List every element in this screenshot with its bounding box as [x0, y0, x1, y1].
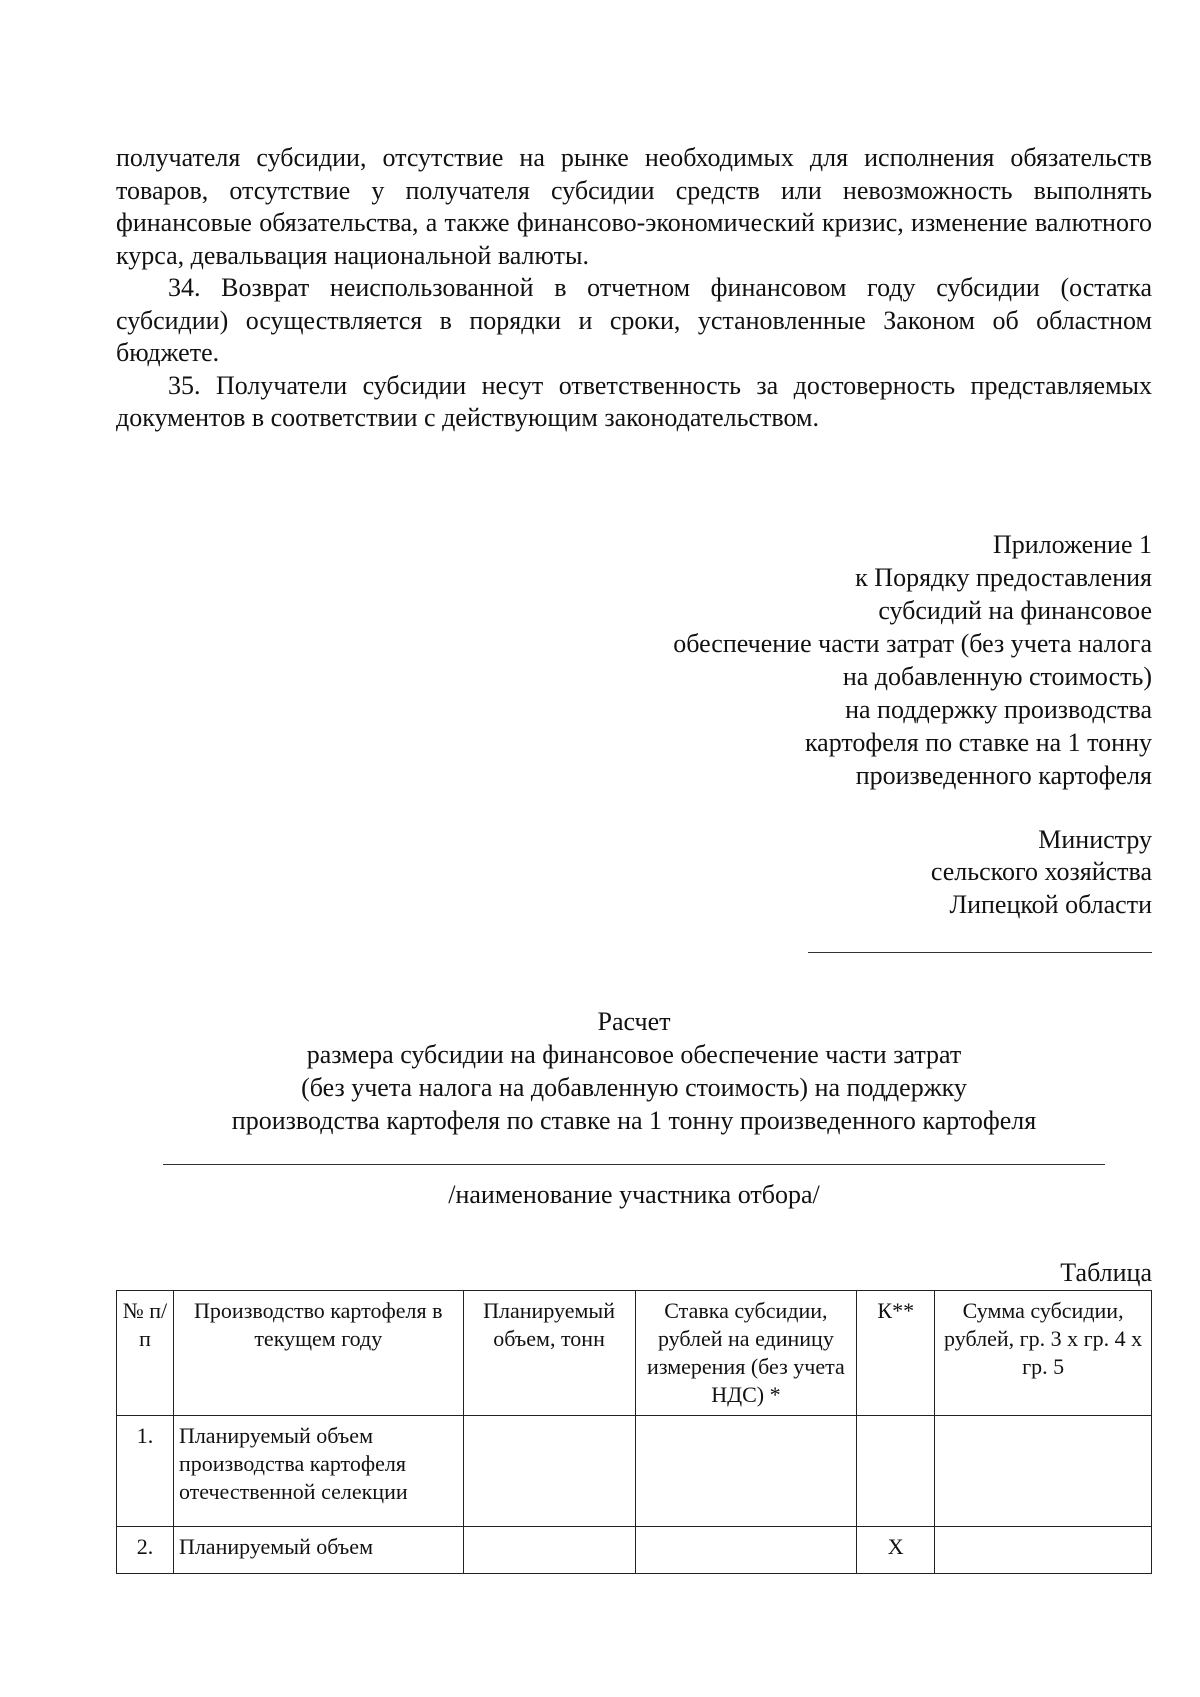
paragraph-34: 34. Возврат неиспользованной в отчетном финансовом году субсидии (остатка субсидии) осуществляется в порядки и сроки, установленные Законом об областном бюджете. — [116, 273, 1152, 367]
header-k: К** — [857, 1290, 935, 1415]
addressee-line: сельского хозяйства — [930, 857, 1152, 886]
header-sum: Сумма субсидии, рублей, гр. 3 х гр. 4 х гр. 5 — [935, 1290, 1152, 1415]
title-line: (без учета налога на добавленную стоимость) на поддержку — [301, 1073, 967, 1102]
paragraph-continuation: получателя субсидии, отсутствие на рынке необходимых для исполнения обязательств товаров, отсутствие у получателя субсидии средств или невозможность выполнять финансовые обязательства, а также финансово-экономический кризис, изменение валютного курса, девальвация национальной валюты. — [116, 143, 1152, 270]
row-k-cell: Х — [857, 1526, 935, 1573]
row-number: 2. — [117, 1526, 174, 1573]
title-line: размера субсидии на финансовое обеспечение части затрат — [306, 1040, 962, 1069]
table-header-row — [117, 1290, 1152, 1415]
appendix-line: субсидий на финансовое — [878, 595, 1152, 625]
calculation-table — [116, 1290, 1152, 1574]
header-rate: Ставка субсидии, рублей на единицу измерения (без учета НДС) * — [635, 1290, 857, 1415]
row-rate-cell[interactable] — [635, 1526, 857, 1573]
table-row — [117, 1526, 1152, 1573]
table-row — [117, 1415, 1152, 1526]
appendix-line: картофеля по ставке на 1 тонну — [804, 727, 1152, 757]
row-rate-cell[interactable] — [635, 1415, 857, 1526]
row-sum-cell[interactable] — [935, 1415, 1152, 1526]
appendix-line: Приложение 1 — [992, 529, 1152, 559]
appendix-line: обеспечение части затрат (без учета налога — [673, 628, 1152, 658]
paragraph-35: 35. Получатели субсидии несут ответственность за достоверность представляемых документов в соответствии с действующим законодательством. — [116, 370, 1152, 432]
row-volume-cell[interactable] — [463, 1415, 635, 1526]
addressee-line: Липецкой области — [949, 889, 1152, 919]
participant-name-blank[interactable] — [163, 1163, 1105, 1165]
addressee-signature-blank[interactable] — [808, 951, 1152, 953]
header-volume: Планируемый объем, тонн — [463, 1290, 635, 1415]
header-number: № п/п — [117, 1290, 174, 1415]
table-caption: Таблица — [1060, 1257, 1152, 1287]
row-name: Планируемый объем производства картофеля отечественной селекции — [173, 1415, 463, 1526]
participant-caption: /наименование участника отбора/ — [448, 1180, 820, 1209]
appendix-line: на добавленную стоимость) — [842, 661, 1152, 691]
appendix-line: произведенного картофеля — [855, 760, 1152, 790]
row-volume-cell[interactable] — [463, 1526, 635, 1573]
appendix-header — [116, 528, 1152, 792]
row-sum-cell[interactable] — [935, 1526, 1152, 1573]
appendix-line: к Порядку предоставления — [855, 562, 1152, 592]
document-page — [116, 142, 1152, 1574]
row-number: 1. — [117, 1415, 174, 1526]
row-name: Планируемый объем — [173, 1526, 463, 1573]
appendix-line: на поддержку производства — [845, 694, 1152, 724]
row-k-cell[interactable] — [857, 1415, 935, 1526]
title-line: Расчет — [597, 1007, 671, 1036]
addressee-block — [116, 824, 1152, 954]
addressee-line: Министру — [1038, 824, 1152, 854]
document-title — [116, 1005, 1152, 1137]
header-production: Производство картофеля в текущем году — [173, 1290, 463, 1415]
title-line: производства картофеля по ставке на 1 тонну произведенного картофеля — [231, 1106, 1037, 1135]
